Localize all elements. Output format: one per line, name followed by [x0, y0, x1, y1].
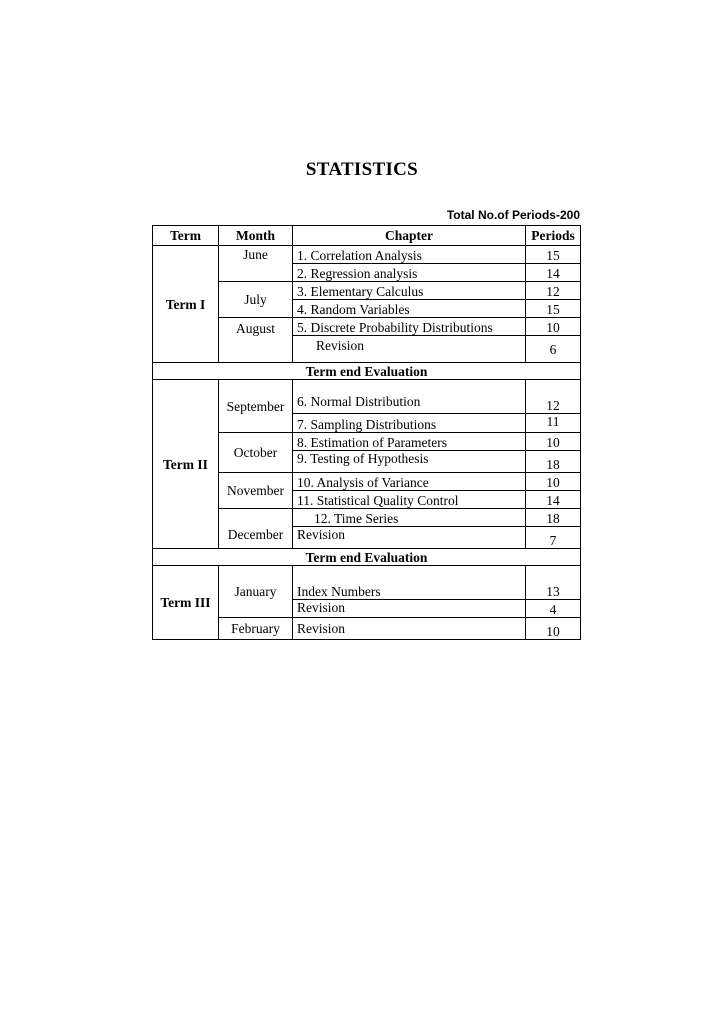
header-month: Month: [219, 226, 293, 246]
periods-cell: 10: [526, 618, 581, 640]
chapter-cell: 12. Time Series: [293, 509, 526, 527]
page-title: STATISTICS: [305, 159, 419, 180]
month-cell: December: [219, 509, 293, 549]
header-periods: Periods: [526, 226, 581, 246]
chapter-cell: Revision: [293, 527, 526, 549]
term-end-evaluation: Term end Evaluation: [153, 363, 581, 380]
term-end-evaluation: Term end Evaluation: [153, 549, 581, 566]
evaluation-row: [153, 549, 581, 566]
periods-cell: 15: [526, 246, 581, 264]
periods-cell: 13: [526, 566, 581, 600]
periods-cell: 12: [526, 380, 581, 414]
chapter-cell: 1. Correlation Analysis: [293, 246, 526, 264]
month-cell: October: [219, 433, 293, 473]
periods-cell: 10: [526, 318, 581, 336]
periods-cell: 14: [526, 264, 581, 282]
month-cell: November: [219, 473, 293, 509]
periods-cell: 7: [526, 527, 581, 549]
chapter-cell: 8. Estimation of Parameters: [293, 433, 526, 451]
chapter-cell: 7. Sampling Distributions: [293, 414, 526, 433]
periods-cell: 15: [526, 300, 581, 318]
table-row: [153, 566, 581, 600]
table-row: [153, 380, 581, 414]
header-chapter: Chapter: [293, 226, 526, 246]
periods-cell: 11: [526, 414, 581, 433]
total-periods-note: Total No.of Periods-200: [446, 208, 580, 222]
term-cell: Term II: [153, 380, 219, 549]
chapter-cell: Revision: [293, 618, 526, 640]
chapter-cell: Revision: [293, 336, 526, 363]
month-cell: September: [219, 380, 293, 433]
table-header-row: [153, 226, 581, 246]
chapter-cell: 10. Analysis of Variance: [293, 473, 526, 491]
month-cell: February: [219, 618, 293, 640]
chapter-cell: 4. Random Variables: [293, 300, 526, 318]
chapter-cell: 2. Regression analysis: [293, 264, 526, 282]
chapter-cell: Index Numbers: [293, 566, 526, 600]
chapter-cell: 11. Statistical Quality Control: [293, 491, 526, 509]
chapter-cell: 5. Discrete Probability Distributions: [293, 318, 526, 336]
evaluation-row: [153, 363, 581, 380]
periods-cell: 18: [526, 451, 581, 473]
periods-cell: 14: [526, 491, 581, 509]
chapter-cell: 9. Testing of Hypothesis: [293, 451, 526, 473]
chapter-cell: 6. Normal Distribution: [293, 380, 526, 414]
periods-cell: 6: [526, 336, 581, 363]
chapter-cell: Revision: [293, 600, 526, 618]
periods-cell: 10: [526, 433, 581, 451]
syllabus-table: [152, 225, 581, 640]
table-row: [153, 246, 581, 264]
header-term: Term: [153, 226, 219, 246]
month-cell: June: [219, 246, 293, 282]
month-cell: August: [219, 318, 293, 363]
periods-cell: 12: [526, 282, 581, 300]
term-cell: Term III: [153, 566, 219, 640]
term-cell: Term I: [153, 246, 219, 363]
periods-cell: 10: [526, 473, 581, 491]
chapter-cell: 3. Elementary Calculus: [293, 282, 526, 300]
month-cell: January: [219, 566, 293, 618]
month-cell: July: [219, 282, 293, 318]
periods-cell: 4: [526, 600, 581, 618]
periods-cell: 18: [526, 509, 581, 527]
